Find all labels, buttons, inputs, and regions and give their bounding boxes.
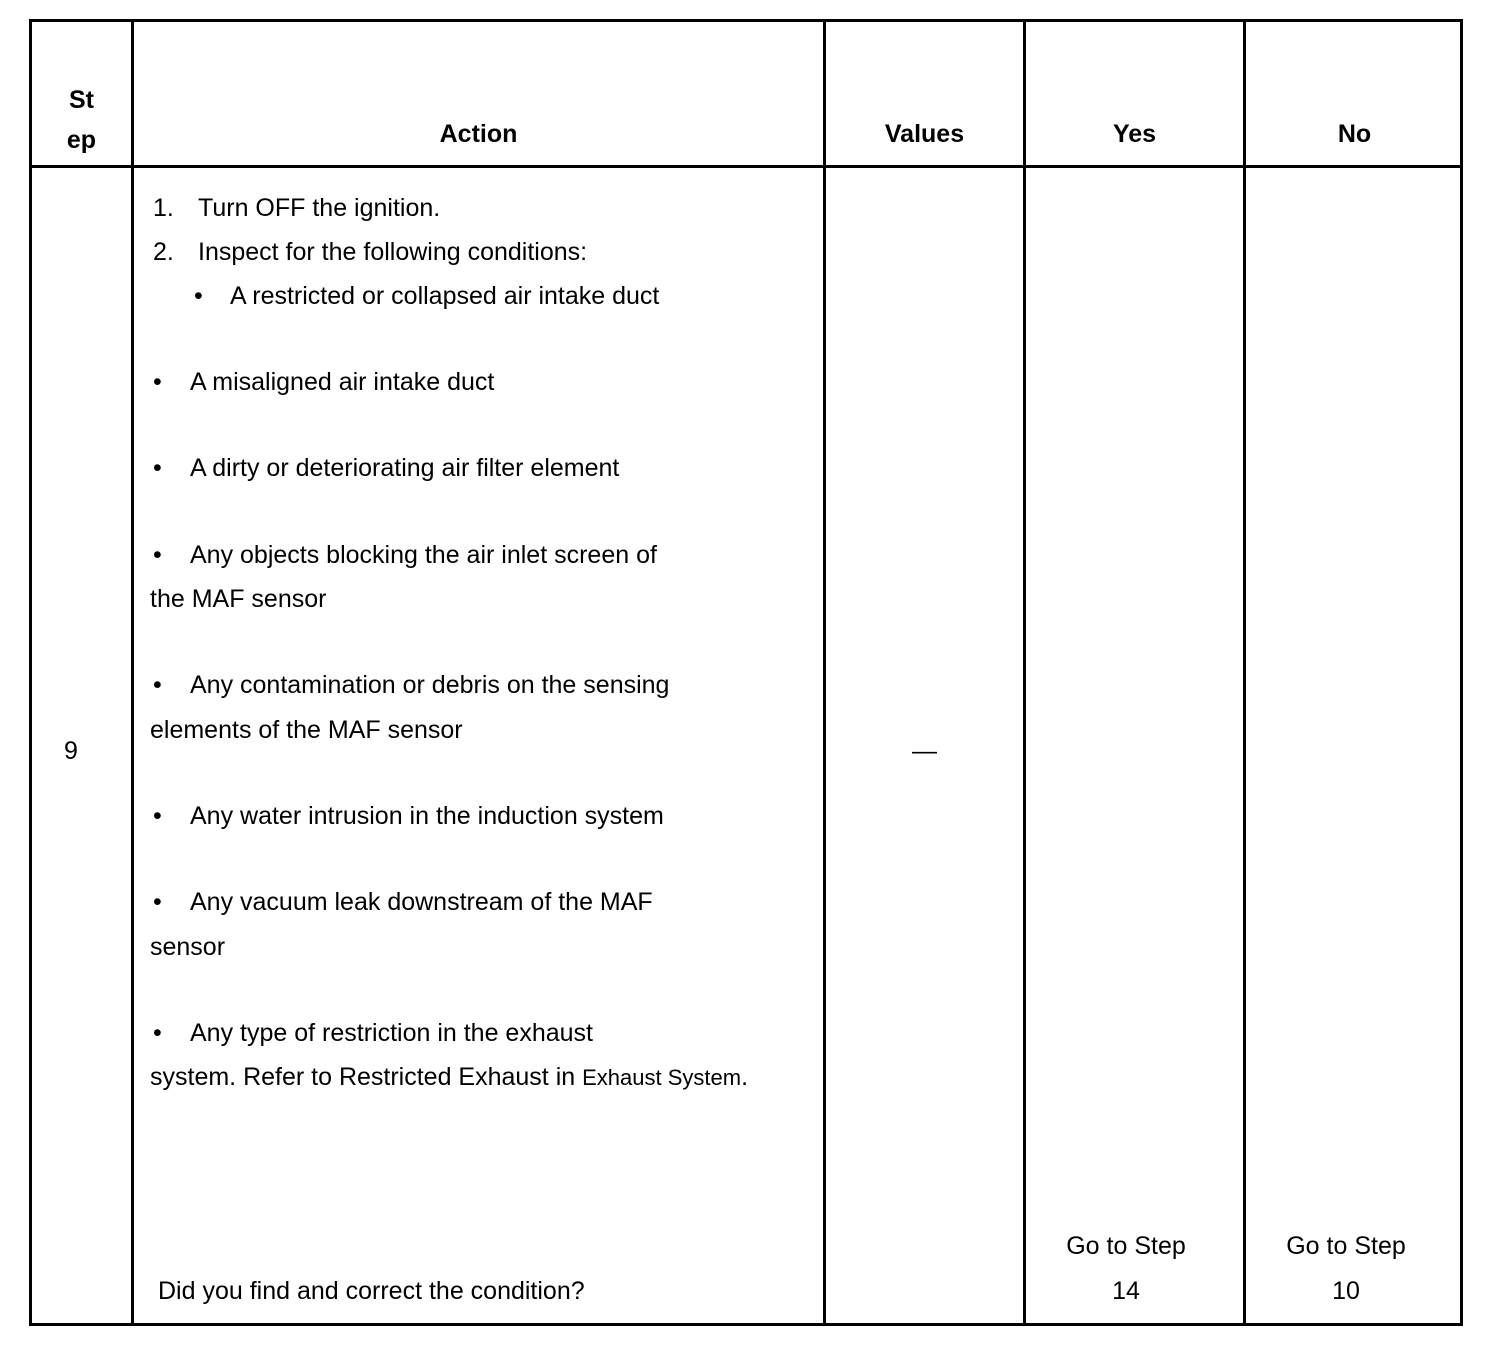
header-no: No (1337, 120, 1372, 148)
condition-item: Any objects blocking the air inlet screen of (190, 541, 657, 569)
header-step (32, 80, 131, 160)
condition-item: A misaligned air intake duct (190, 368, 495, 396)
condition-item: Any contamination or debris on the sensing (190, 671, 670, 699)
column-divider (823, 22, 826, 1323)
bullet: • (153, 888, 162, 916)
step-number: 9 (64, 737, 78, 765)
bullet: • (153, 802, 162, 830)
condition-item: Any vacuum leak downstream of the MAF (190, 888, 653, 916)
list-item: Turn OFF the ignition. (198, 194, 441, 222)
condition-item-continued (150, 1065, 748, 1090)
list-item: Inspect for the following conditions: (198, 238, 588, 266)
bullet: • (153, 541, 162, 569)
yes-goto-step: 14 (1112, 1277, 1140, 1305)
condition-item: A dirty or deteriorating air filter element (190, 454, 620, 482)
list-number: 1. (153, 194, 174, 222)
condition-item: Any water intrusion in the induction system (190, 802, 664, 830)
header-step-line1: St (69, 86, 94, 114)
period: . (741, 1063, 749, 1091)
condition-item-continued: sensor (150, 933, 226, 961)
bullet: • (153, 368, 162, 396)
header-yes: Yes (1112, 120, 1157, 148)
column-divider (1243, 22, 1246, 1323)
condition-item: A restricted or collapsed air intake duct (230, 282, 660, 310)
bullet: • (194, 282, 203, 310)
condition-item-continued: elements of the MAF sensor (150, 716, 463, 744)
header-step-line2: ep (66, 126, 97, 154)
value-dash: — (912, 737, 937, 765)
column-divider (1023, 22, 1026, 1323)
question: Did you find and correct the condition? (158, 1277, 585, 1305)
header-action: Action (439, 120, 518, 148)
header-values: Values (884, 120, 965, 148)
column-divider (131, 22, 134, 1323)
no-goto-step: 10 (1332, 1277, 1360, 1305)
condition-item-continued: the MAF sensor (150, 585, 327, 613)
no-goto-label: Go to Step (1286, 1232, 1406, 1260)
exhaust-system-link[interactable]: Exhaust System (582, 1065, 742, 1090)
bullet: • (153, 1019, 162, 1047)
header-divider (32, 165, 1460, 168)
condition-item: Any type of restriction in the exhaust (190, 1019, 593, 1047)
bullet: • (153, 671, 162, 699)
bullet: • (153, 454, 162, 482)
diagnostic-table (29, 19, 1463, 1326)
condition-text: system. Refer to Restricted Exhaust in (150, 1063, 583, 1091)
yes-goto-label: Go to Step (1066, 1232, 1186, 1260)
list-number: 2. (153, 238, 174, 266)
